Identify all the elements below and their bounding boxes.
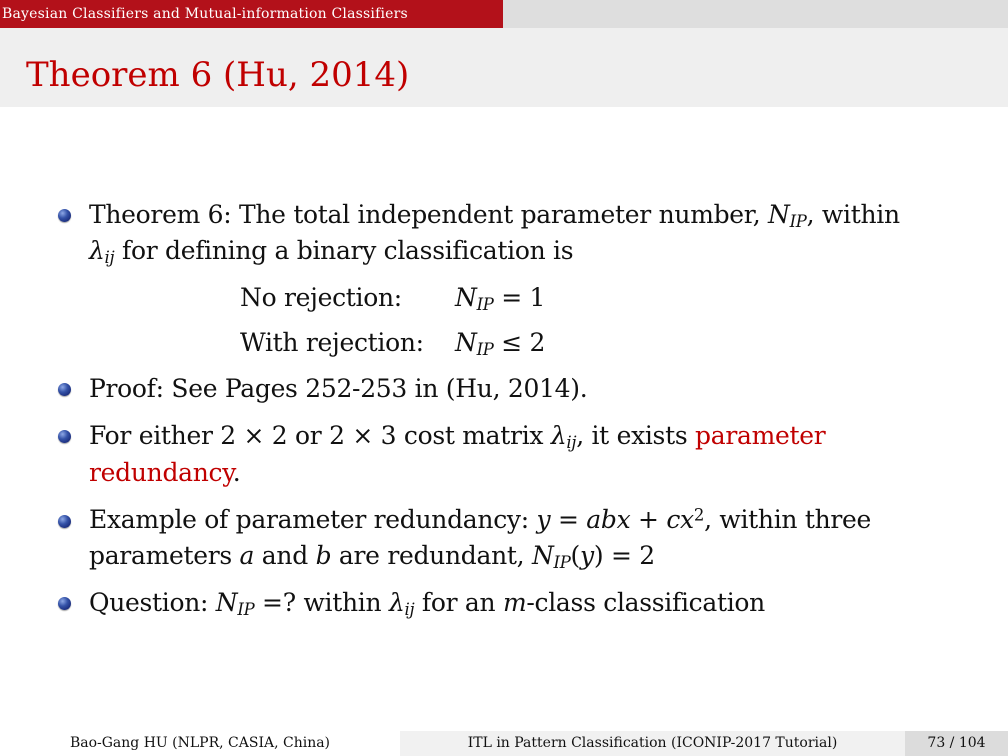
cost-matrix-line-1: For either 2 × 2 or 2 × 3 cost matrix $\lambda_{ij}$, it exists parameter (89, 421, 826, 453)
section-title: Bayesian Classifiers and Mutual-information Classifiers (0, 0, 503, 28)
question-line: Question: $N_{IP}$ =? within $\lambda_{ij}$ for an m-class classification (89, 588, 765, 620)
nip-symbol: $N_{IP}$ (768, 200, 807, 232)
example-line-1: Example of parameter redundancy: y = abx + $cx^2$, within three (89, 505, 872, 534)
frame-title: Theorem 6 (Hu, 2014) (26, 55, 410, 95)
case-with-rejection-value: $N_{IP} \le 2$ (455, 328, 546, 360)
bullet-icon (58, 209, 71, 222)
bullet-icon (58, 430, 71, 443)
cost-matrix-line-2: redundancy. (89, 458, 241, 487)
example-line-2: parameters a and b are redundant, $N_{IP}(y) = 2$ (89, 541, 655, 573)
bullet-icon (58, 515, 71, 528)
theorem-line-2: $\lambda_{ij}$ for defining a binary classification is (89, 236, 574, 268)
case-with-rejection: With rejection: (240, 328, 424, 357)
case-no-rejection-value: $N_{IP} = 1$ (455, 283, 546, 315)
highlight-redundancy: redundancy (89, 458, 233, 487)
footer-author: Bao-Gang HU (NLPR, CASIA, China) (0, 731, 400, 756)
bullet-icon (58, 597, 71, 610)
case-no-rejection: No rejection: (240, 283, 402, 312)
page-number: 73 / 104 (905, 731, 1008, 756)
highlight-parameter: parameter (695, 421, 826, 450)
theorem-text: Theorem 6: The total independent parameter number, (89, 200, 761, 229)
lambda-symbol: $\lambda_{ij}$ (89, 236, 115, 268)
lambda-symbol: $\lambda_{ij}$ (388, 588, 415, 620)
proof-line: Proof: See Pages 252-253 in (Hu, 2014). (89, 374, 588, 403)
theorem-line-1: Theorem 6: The total independent parameter number, $N_{IP}$, within (89, 200, 900, 232)
bullet-icon (58, 383, 71, 396)
lambda-symbol: $\lambda_{ij}$ (550, 421, 577, 453)
footer-bar (0, 731, 1008, 756)
footer-talk-title: ITL in Pattern Classification (ICONIP-2017 Tutorial) (400, 731, 905, 756)
